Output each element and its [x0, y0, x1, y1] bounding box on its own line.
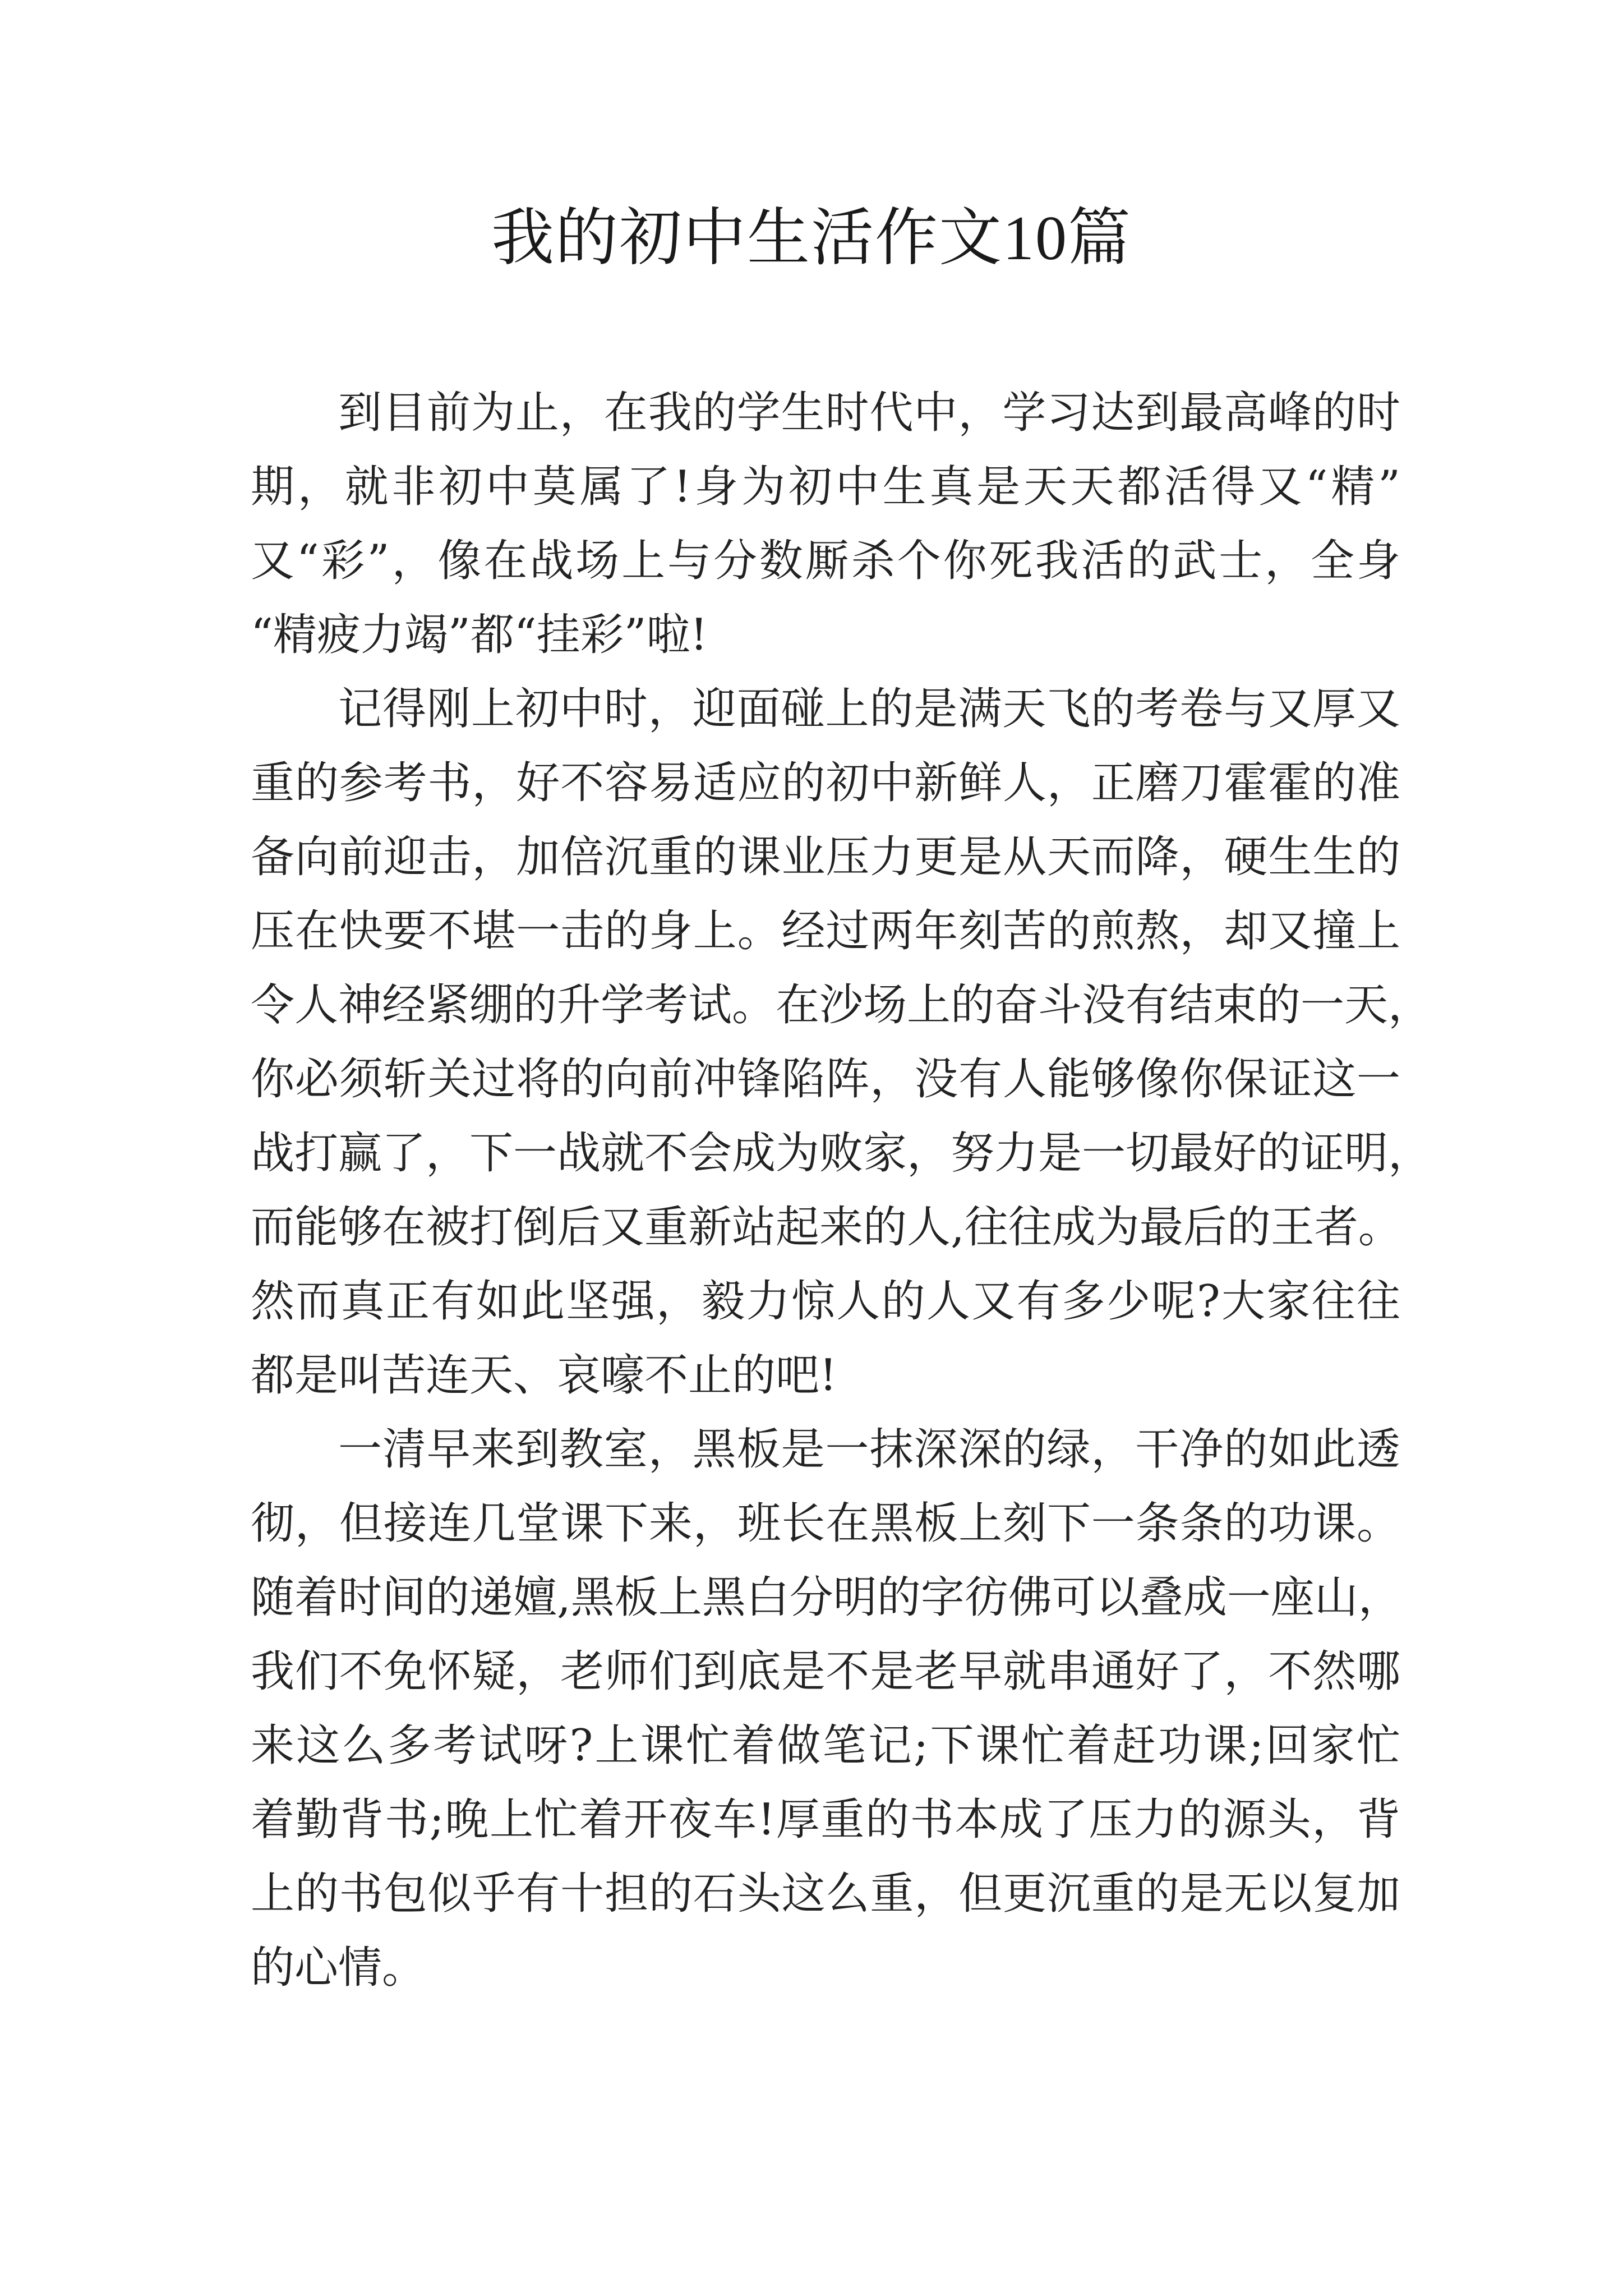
- paragraph-line: 你必须斩关过将的向前冲锋陷阵，没有人能够像你保证这一: [251, 1054, 1400, 1105]
- paragraph-1: [251, 376, 1400, 672]
- paragraph-line: 备向前迎击，加倍沉重的课业压力更是从天而降，硬生生的: [251, 832, 1400, 882]
- paragraph-line: 而能够在被打倒后又重新站起来的人,往往成为最后的王者。: [251, 1202, 1402, 1253]
- paragraph-line: 记得刚上初中时，迎面碰上的是满天飞的考卷与又厚又: [338, 684, 1400, 734]
- paragraph-line: 期，就非初中莫属了!身为初中生真是天天都活得又“精”: [251, 462, 1400, 512]
- paragraph-line: 随着时间的递嬗,黑板上黑白分明的字彷佛可以叠成一座山，: [251, 1572, 1402, 1623]
- paragraph-line: “精疲力竭”都“挂彩”啦!: [251, 610, 708, 660]
- document-body: [251, 376, 1432, 2005]
- document-title: 我的初中生活作文10篇: [491, 204, 1132, 273]
- paragraph-line: 令人神经紧绷的升学考试。在沙场上的奋斗没有结束的一天，: [251, 980, 1432, 1030]
- paragraph-line: 来这么多考试呀?上课忙着做笔记;下课忙着赶功课;回家忙: [251, 1720, 1400, 1771]
- paragraph-line: 都是叫苦连天、哀嚎不止的吧!: [251, 1350, 837, 1401]
- paragraph-line: 我们不免怀疑，老师们到底是不是老早就串通好了，不然哪: [251, 1646, 1400, 1697]
- paragraph-3: [251, 1412, 1400, 2005]
- paragraph-line: 上的书包似乎有十担的石头这么重，但更沉重的是无以复加: [251, 1869, 1400, 1919]
- paragraph-line: 彻，但接连几堂课下来，班长在黑板上刻下一条条的功课。: [251, 1498, 1400, 1549]
- paragraph-line: 战打赢了，下一战就不会成为败家，努力是一切最好的证明，: [251, 1128, 1432, 1179]
- paragraph-line: 又“彩”，像在战场上与分数厮杀个你死我活的武士，全身: [251, 536, 1400, 586]
- paragraph-line: 然而真正有如此坚强，毅力惊人的人又有多少呢?大家往往: [251, 1276, 1400, 1327]
- paragraph-line: 一清早来到教室，黑板是一抹深深的绿，干净的如此透: [338, 1424, 1400, 1475]
- paragraph-line: 压在快要不堪一击的身上。经过两年刻苦的煎熬，却又撞上: [251, 906, 1400, 956]
- paragraph-line: 的心情。: [251, 1943, 426, 1993]
- paragraph-line: 重的参考书，好不容易适应的初中新鲜人，正磨刀霍霍的准: [251, 758, 1400, 808]
- paragraph-line: 到目前为止，在我的学生时代中，学习达到最高峰的时: [338, 388, 1400, 438]
- paragraph-line: 着勤背书;晚上忙着开夜车!厚重的书本成了压力的源头，背: [251, 1795, 1400, 1845]
- paragraph-2: [251, 672, 1432, 1412]
